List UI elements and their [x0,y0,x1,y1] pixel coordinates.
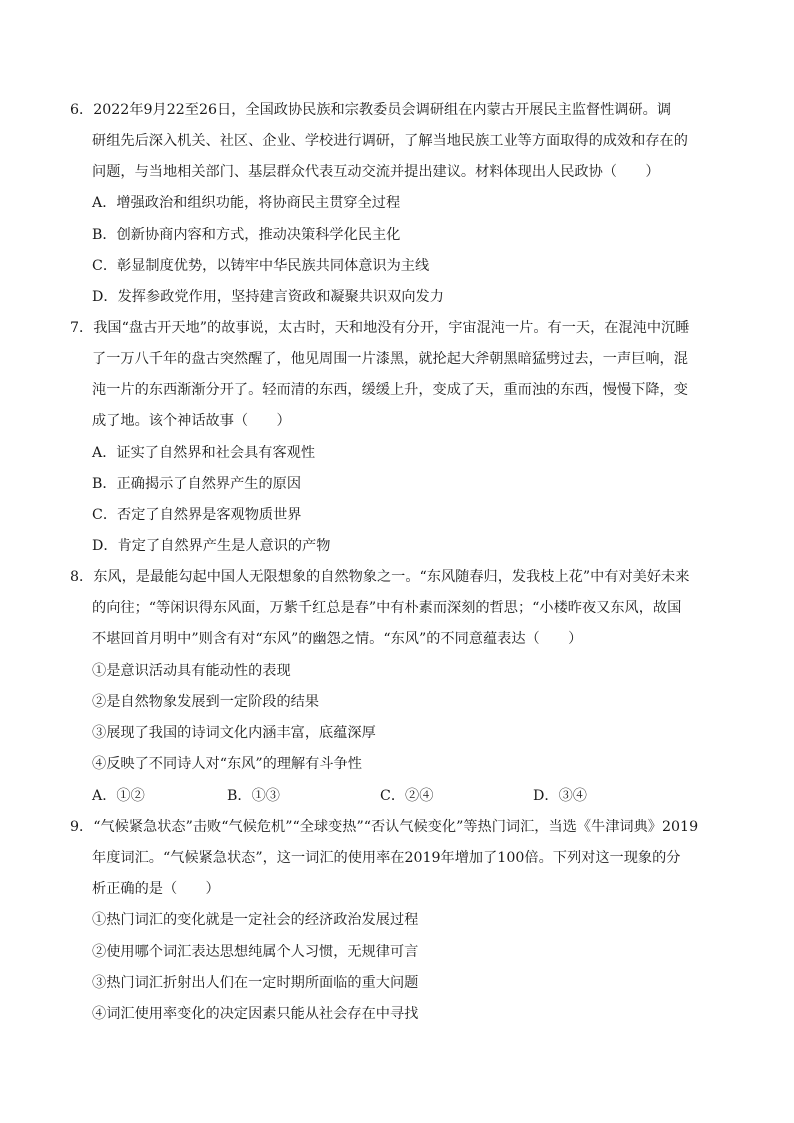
q7-stem-line-4: 成了地。该个神话故事（ ） [92,413,291,429]
q9-stem-line-1: 9．“气候紧急状态”击败“气候危机”“全球变热”“否认气候变化”等热门词汇，当选《牛津词典》2019 [70,819,699,835]
q7-option-d[interactable]: D．肯定了自然界产生是人意识的产物 [92,538,331,554]
q6-stem-line-2: 研组先后深入机关、社区、企业、学校进行调研，了解当地民族工业等方面取得的成效和存在的 [92,133,688,149]
q7-option-b[interactable]: B．正确揭示了自然界产生的原因 [92,476,302,492]
q9-item-1: ①热门词汇的变化就是一定社会的经济政治发展过程 [92,912,419,928]
q8-choice-c[interactable]: C．②④ [380,788,434,804]
q8-item-3: ③展现了我国的诗词文化内涵丰富，底蕴深厚 [92,725,376,741]
q6-option-a[interactable]: A．增强政治和组织功能，将协商民主贯穿全过程 [92,195,401,211]
q8-stem-line-2: 的向往；“等闲识得东风面，万紫千红总是春”中有朴素而深刻的哲思；“小楼昨夜又东风，故国 [92,600,682,616]
q6-option-c[interactable]: C．彰显制度优势，以铸牢中华民族共同体意识为主线 [92,258,430,274]
q8-stem-line-1: 8．东风，是最能勾起中国人无限想象的自然物象之一。“东风随春归，发我枝上花”中有对美好未来 [70,569,690,585]
q8-item-4: ④反映了不同诗人对“东风”的理解有斗争性 [92,756,362,772]
q7-option-c[interactable]: C．否定了自然界是客观物质世界 [92,507,302,523]
q6-option-b[interactable]: B．创新协商内容和方式，推动决策科学化民主化 [92,227,401,243]
q6-stem-line-3: 问题，与当地相关部门、基层群众代表互动交流并提出建议。材料体现出人民政协（ ） [92,164,660,180]
q9-item-3: ③热门词汇折射出人们在一定时期所面临的重大问题 [92,975,419,991]
q8-choice-b[interactable]: B．①③ [227,788,280,804]
q8-choice-d[interactable]: D．③④ [533,788,587,804]
q9-stem-line-2: 年度词汇。“气候紧急状态”，这一词汇的使用率在2019年增加了100倍。下列对这一现象的分 [92,850,681,866]
q7-stem-line-1: 7．我国“盘古开天地”的故事说，太古时，天和地没有分开，宇宙混沌一片。有一天，在混沌中沉睡 [70,320,690,336]
q6-stem-line-1: 6．2022年9月22至26日，全国政协民族和宗教委员会调研组在内蒙古开展民主监督性调研。调 [70,102,672,118]
q8-item-2: ②是自然物象发展到一定阶段的结果 [92,694,320,710]
q9-item-2: ②使用哪个词汇表达思想纯属个人习惯，无规律可言 [92,944,419,960]
q8-stem-line-3: 不堪回首月明中”则含有对“东风”的幽怨之情。“东风”的不同意蕴表达（ ） [92,631,583,647]
q7-stem-line-3: 沌一片的东西渐渐分开了。轻而清的东西，缓缓上升，变成了天，重而浊的东西，慢慢下降，变 [92,382,688,398]
q8-choice-a[interactable]: A．①② [92,788,145,804]
q8-item-1: ①是意识活动具有能动性的表现 [92,663,291,679]
q6-option-d[interactable]: D．发挥参政党作用，坚持建言资政和凝聚共识双向发力 [92,289,444,305]
q9-item-4: ④词汇使用率变化的决定因素只能从社会存在中寻找 [92,1006,419,1022]
q7-option-a[interactable]: A．证实了自然界和社会具有客观性 [92,445,316,461]
q9-stem-line-3: 析正确的是（ ） [92,881,220,897]
q7-stem-line-2: 了一万八千年的盘古突然醒了，他见周围一片漆黑，就抡起大斧朝黑暗猛劈过去，一声巨响，混 [92,351,688,367]
